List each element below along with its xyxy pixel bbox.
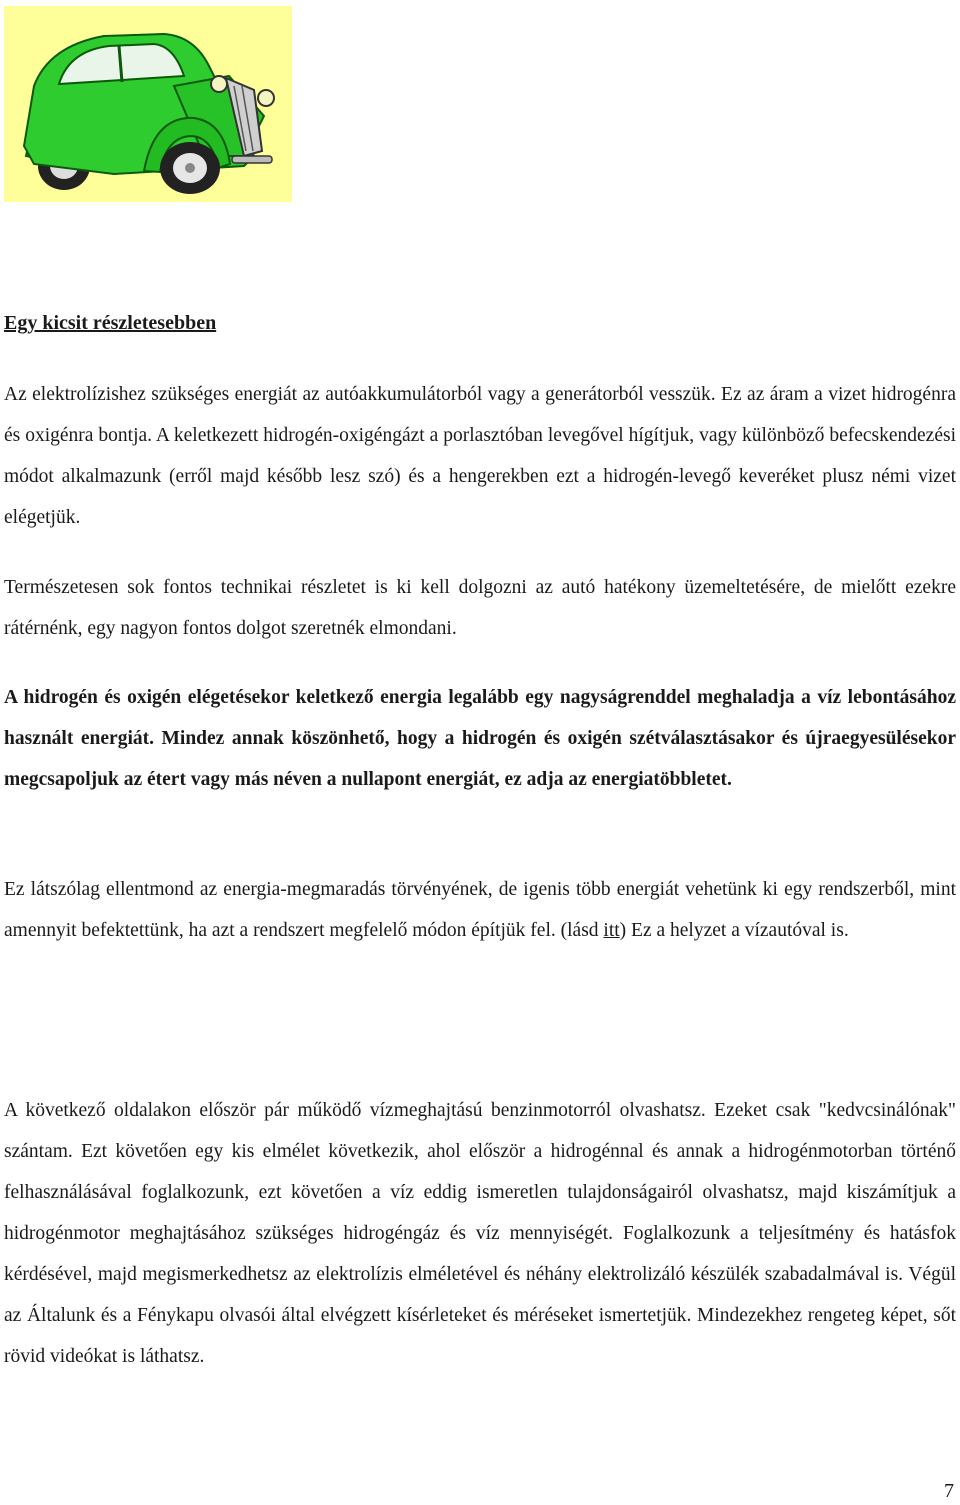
paragraph-energy-conservation xyxy=(4,869,956,951)
p4-text-after: ) Ez a helyzet a vízautóval is. xyxy=(619,920,849,941)
car-illustration xyxy=(4,6,292,202)
paragraph-next-pages: A következő oldalakon először pár működő vízmeghajtású benzinmotorról olvashatsz. Ezeket csak "kedvcsinálónak" szántam. Ezt követően egy kis elmélet következik, ahol először a hidrogénnal és annak a hidrogénmotorban történő felhasználásával foglalkozunk, ezt követően a víz eddig ismeretlen tulajdonságairól olvashatsz, majd kiszámítjuk a hidrogénmotor meghajtásához szükséges hidrogéngáz és víz mennyiségét. Foglalkozunk a teljesítmény és hatásfok kérdésével, majd megismerkedhetsz az elektrolízis elméletével és néhány elektrolizáló készülék szabadalmával is. Végül az Általunk és a Fénykapu olvasói által elvégzett kísérleteket és méréseket ismertetjük. Mindezekhez rengeteg képet, sőt rövid videókat is láthatsz. xyxy=(4,1100,956,1367)
p4-text-before: Ez látszólag ellentmond az energia-megmaradás törvényének, de igenis több energiát vehetünk ki egy rendszerből, mint amennyit befektettünk, ha azt a rendszert megfelelő módon építjük fel. (lásd xyxy=(4,879,956,941)
paragraph-energy-bold: A hidrogén és oxigén elégetésekor keletkező energia legalább egy nagyságrenddel meghaladja a víz lebontásához használt energiát. Mindez annak köszönhető, hogy a hidrogén és oxigén szétválasztásakor és újraegyesülésekor megcsapoljuk az étert vagy más néven a nullapont energiát, ez adja az energiatöbbletet. xyxy=(4,687,956,790)
paragraph-electrolysis: Az elektrolízishez szükséges energiát az autóakkumulátorból vagy a generátorból vesszük. Ez az áram a vizet hidrogénra és oxigénra bontja. A keletkezett hidrogén-oxigéngázt a porlasztóban levegővel hígítjuk, vagy különböző befecskendezési módot alkalmazunk (erről majd később lesz szó) és a hengerekben ezt a hidrogén-levegő keveréket plusz némi vizet elégetjük. xyxy=(4,384,956,528)
paragraph-technical-details: Természetesen sok fontos technikai részletet is ki kell dolgozni az autó hatékony üzemeltetésére, de mielőtt ezekre rátérnénk, egy nagyon fontos dolgot szeretnék elmondani. xyxy=(4,577,956,639)
green-car-icon xyxy=(4,6,292,202)
itt-link[interactable]: itt xyxy=(603,920,620,941)
section-heading: Egy kicsit részletesebben xyxy=(4,312,217,334)
page-number: 7 xyxy=(944,1480,954,1502)
